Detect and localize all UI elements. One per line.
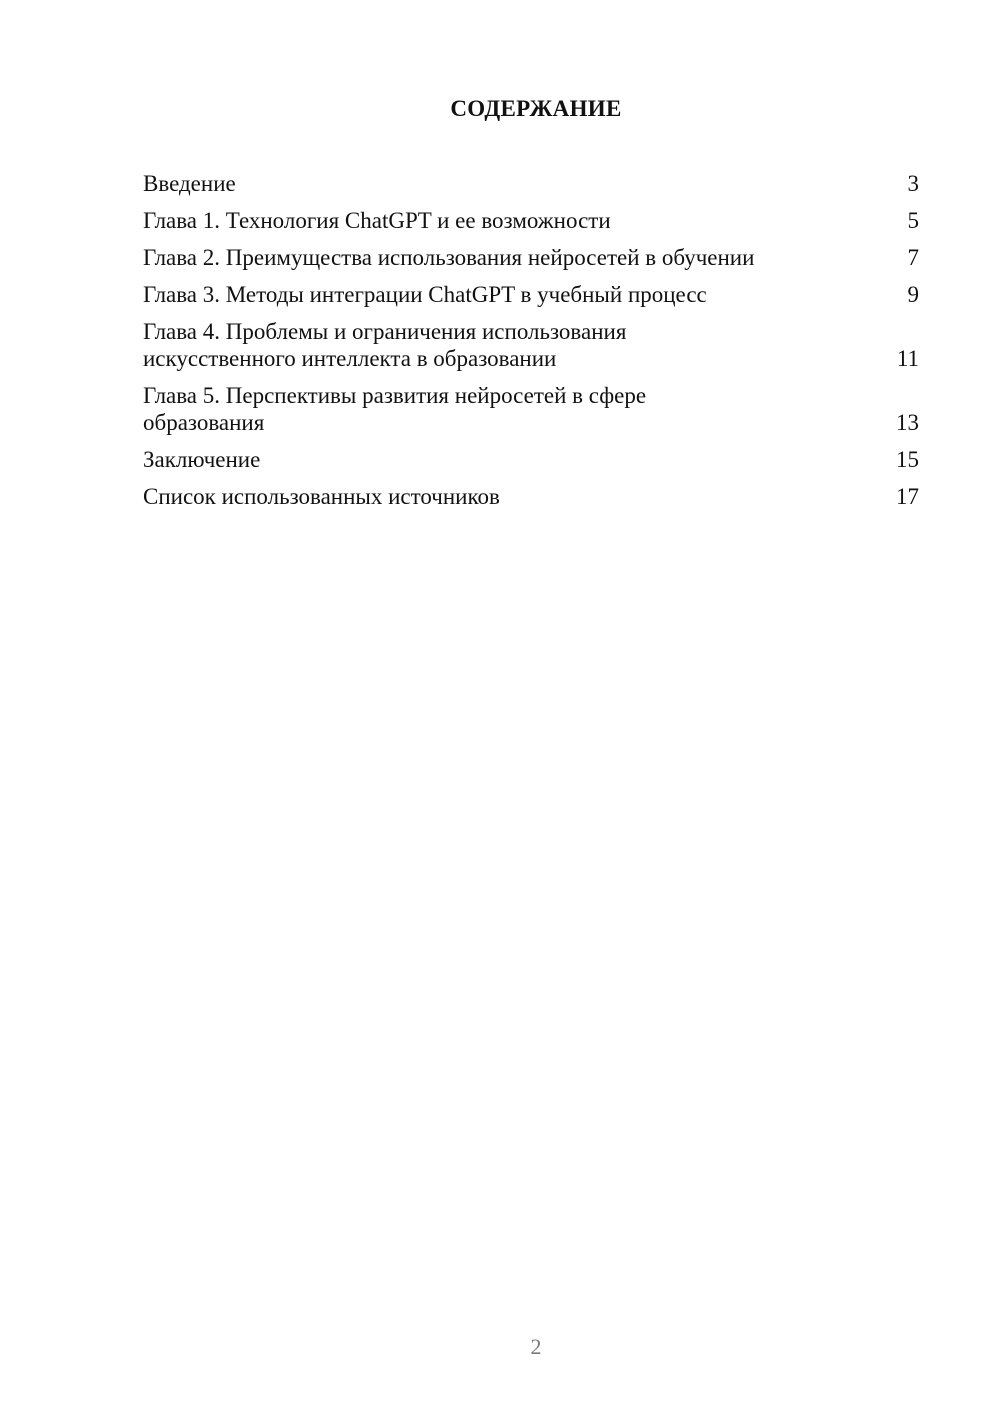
- toc-entry-title-line: Глава 1. Технология ChatGPT и ее возможности: [143, 208, 611, 233]
- toc-entry-title-line: Глава 2. Преимущества использования нейросетей в обучении: [143, 245, 755, 270]
- toc-entry-title-line: искусственного интеллекта в образовании: [143, 346, 557, 371]
- toc-entry-chapter-4[interactable]: [143, 318, 919, 372]
- toc-entry-title: [143, 446, 889, 473]
- toc-entry-chapter-3[interactable]: [143, 281, 919, 308]
- toc-entry-references[interactable]: [143, 483, 919, 510]
- toc-entry-title-line: образования: [143, 410, 265, 435]
- toc-entry-title-line: Заключение: [143, 447, 261, 472]
- toc-entry-page: 11: [896, 346, 919, 371]
- toc-entry-title: [143, 382, 889, 436]
- toc-entry-page: 5: [907, 208, 919, 233]
- toc-entry-chapter-2[interactable]: [143, 244, 919, 271]
- toc-entry-title: [143, 318, 889, 372]
- toc-entry-title: [143, 170, 889, 197]
- toc-entry-title-line: Введение: [143, 171, 236, 196]
- toc-entry-title: [143, 281, 889, 308]
- toc-entry-title-line: Список использованных источников: [143, 484, 500, 509]
- toc-entry-conclusion[interactable]: [143, 446, 919, 473]
- toc-entry-chapter-1[interactable]: [143, 207, 919, 234]
- toc-entry-page: 15: [896, 447, 919, 472]
- toc-entry-title-line: Глава 4. Проблемы и ограничения использования: [143, 319, 627, 344]
- toc-entry-page: 7: [907, 245, 919, 270]
- toc-entry-page: 17: [896, 484, 919, 509]
- page-title: СОДЕРЖАНИЕ: [450, 96, 622, 121]
- toc-entry-title: [143, 207, 889, 234]
- table-of-contents: [143, 170, 919, 520]
- toc-entry-page: 9: [907, 282, 919, 307]
- toc-entry-title-line: Глава 5. Перспективы развития нейросетей в сфере: [143, 383, 647, 408]
- toc-entry-title: [143, 244, 889, 271]
- toc-entry-page: 3: [907, 171, 919, 196]
- toc-entry-page: 13: [896, 410, 919, 435]
- toc-entry-title: [143, 483, 889, 510]
- page-number: 2: [530, 1334, 542, 1359]
- toc-entry-chapter-5[interactable]: [143, 382, 919, 436]
- toc-entry-introduction[interactable]: [143, 170, 919, 197]
- toc-entry-title-line: Глава 3. Методы интеграции ChatGPT в учебный процесс: [143, 282, 707, 307]
